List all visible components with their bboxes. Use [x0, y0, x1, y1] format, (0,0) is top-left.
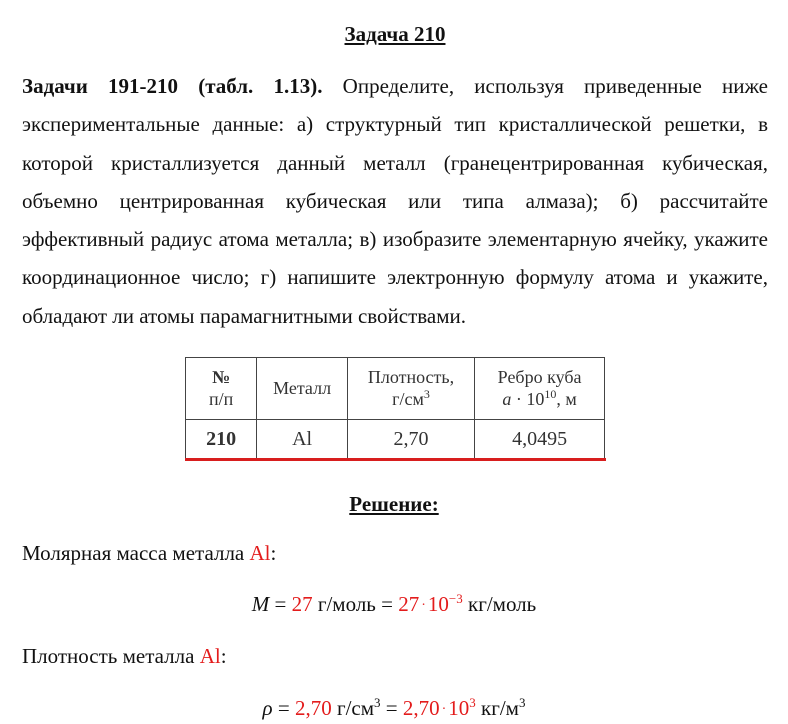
- molar-dot: ·: [421, 598, 426, 614]
- header-density-unit: г/см: [392, 389, 424, 410]
- task-title: Задача 210: [344, 22, 446, 46]
- header-density-label: Плотность,: [367, 367, 455, 388]
- molar-eq: =: [269, 592, 292, 616]
- density-dot: ·: [441, 702, 447, 718]
- density-eq2: =: [380, 696, 403, 720]
- header-density: [347, 358, 474, 420]
- molar-unit2: кг/моль: [462, 592, 537, 616]
- header-edge: [475, 358, 605, 420]
- molar-mass-text: Молярная масса металла: [22, 541, 250, 565]
- header-edge-var: a: [502, 389, 512, 410]
- density-formula: [0, 694, 788, 724]
- density-eq: =: [272, 696, 295, 720]
- density-pow-exp: 3: [469, 695, 476, 710]
- problem-body: Определите, используя приведенные ниже экспериментальные данные: а) структурный тип кристаллической решетки, в которой кристаллизуется данный металл (гранецентрированная кубическая, объемно центрированная кубическая или типа алмаза); б) рассчитайте эффективный радиус атома металла; в) изобразите элементарную ячейку, укажите координационное число; г) напишите электронную формулу атома и укажите, обладают ли атомы парамагнитными свойствами.: [22, 74, 768, 328]
- header-metal: Металл: [257, 358, 347, 420]
- molar-mass-metal: Al: [249, 541, 271, 565]
- header-number-label: п/п: [209, 389, 234, 410]
- header-number: [186, 358, 257, 420]
- table-header-row: [186, 358, 605, 420]
- density-unit1: г/см: [331, 696, 375, 720]
- density-metal: Al: [199, 644, 221, 668]
- density-pow-base: 10: [448, 696, 470, 720]
- molar-mass-label: [22, 539, 276, 567]
- density-label: [22, 642, 227, 670]
- density-value: 2,70: [294, 696, 332, 720]
- density-colon: :: [220, 644, 227, 668]
- cell-density: 2,70: [347, 419, 474, 460]
- molar-var: M: [251, 592, 270, 616]
- header-edge-label: Ребро куба: [497, 367, 582, 388]
- molar-mass-formula: [0, 590, 788, 620]
- cell-number: 210: [186, 419, 257, 460]
- density-value2-group: [403, 696, 476, 720]
- header-number-symbol: №: [212, 367, 231, 388]
- density-text: Плотность металла: [22, 644, 200, 668]
- header-density-unit-line: [348, 388, 474, 410]
- table-bottom-rule: [185, 458, 606, 461]
- molar-pow-exp: −3: [448, 591, 463, 606]
- cell-edge: 4,0495: [475, 419, 605, 460]
- molar-mass-colon: :: [270, 541, 277, 565]
- table-row: [186, 419, 605, 460]
- molar-value2-group: [398, 592, 463, 616]
- header-edge-mult: · 10: [511, 389, 545, 410]
- data-table: [185, 357, 605, 460]
- molar-unit1: г/моль =: [312, 592, 399, 616]
- density-unit2: кг/м: [475, 696, 519, 720]
- density-value2: 2,70: [402, 696, 440, 720]
- header-density-exp: 3: [423, 387, 430, 402]
- problem-lead: Задачи 191-210 (табл. 1.13).: [22, 74, 323, 98]
- problem-statement: [22, 67, 768, 335]
- molar-value2: 27: [398, 592, 420, 616]
- header-edge-exp: 10: [544, 387, 557, 402]
- density-unit2-exp: 3: [518, 695, 526, 710]
- header-edge-unit-line: [475, 388, 604, 410]
- molar-pow-base: 10: [427, 592, 449, 616]
- density-unit1-exp: 3: [374, 695, 381, 710]
- density-var: ρ: [262, 696, 273, 720]
- header-edge-unit: , м: [556, 389, 577, 410]
- molar-value: 27: [291, 592, 313, 616]
- cell-metal: Al: [257, 419, 347, 460]
- solution-title: Решение:: [349, 492, 439, 516]
